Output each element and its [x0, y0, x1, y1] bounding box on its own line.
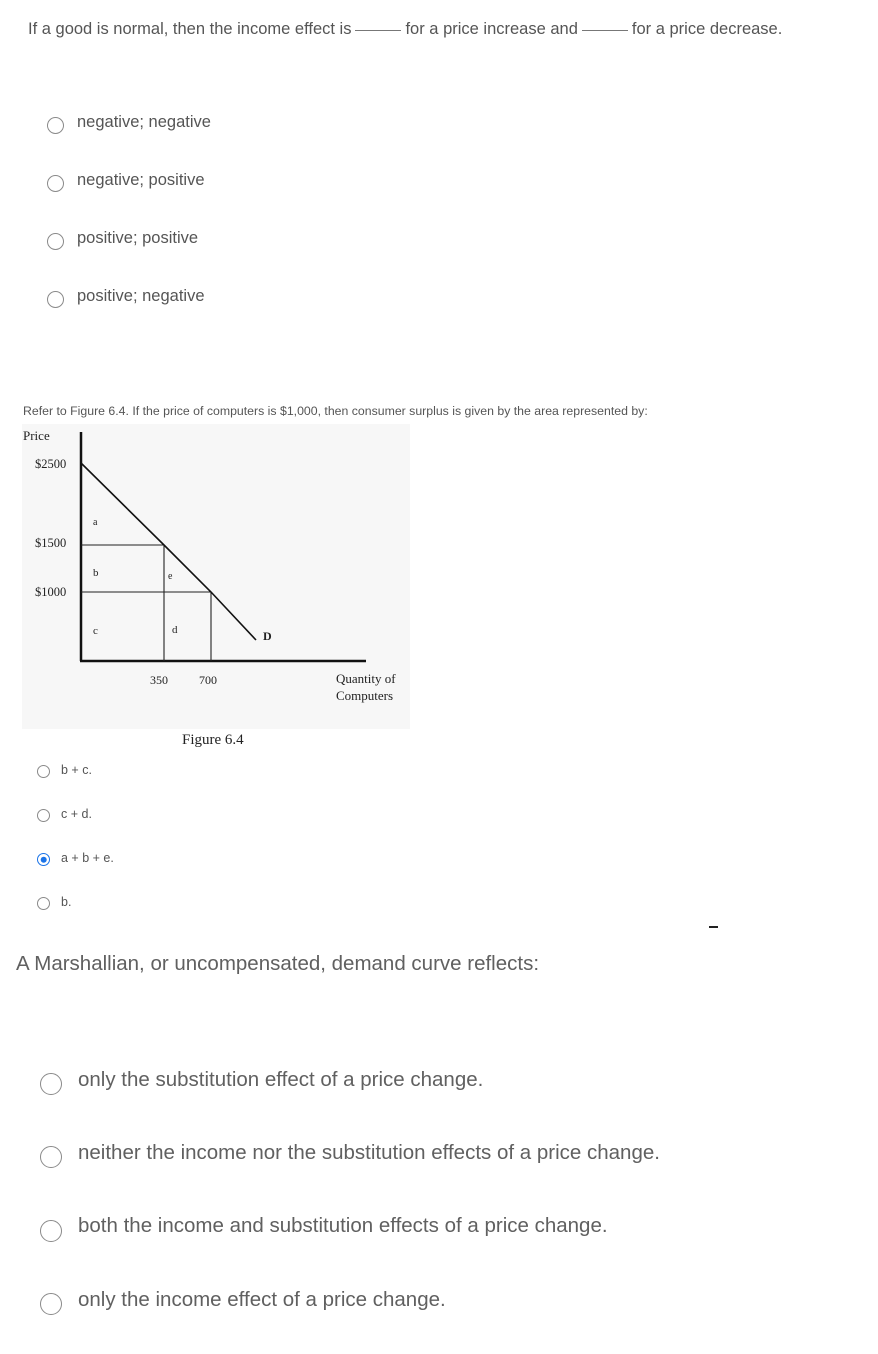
- x-tick-700: 700: [199, 673, 217, 687]
- q1-option-1-label[interactable]: negative; negative: [77, 113, 211, 131]
- q2-option-1-radio[interactable]: [37, 765, 50, 778]
- q2-option-3-radio-selected[interactable]: [37, 853, 50, 866]
- x-tick-350: 350: [150, 673, 168, 687]
- area-label-e: e: [168, 571, 173, 582]
- q1-option-3-label[interactable]: positive; positive: [77, 229, 199, 247]
- q1-option-2-radio[interactable]: [47, 175, 64, 192]
- y-tick-1000: $1000: [35, 585, 67, 599]
- q1-blank-2: [582, 30, 628, 31]
- x-axis-label-line-1: Quantity of: [336, 671, 396, 686]
- q1-prompt: [28, 20, 782, 39]
- q1-option-4-label[interactable]: positive; negative: [77, 287, 205, 305]
- dash-mark: [709, 926, 718, 928]
- q1-option-3-radio[interactable]: [47, 233, 64, 250]
- q1-blank-1: [355, 30, 401, 31]
- area-label-c: c: [93, 625, 98, 637]
- q2-option-3-label[interactable]: a + b + e.: [61, 851, 114, 865]
- q3-option-3-radio[interactable]: [40, 1220, 62, 1242]
- q3-option-1-radio[interactable]: [40, 1073, 62, 1095]
- q2-option-2-label[interactable]: c + d.: [61, 807, 92, 821]
- area-label-a: a: [93, 517, 98, 528]
- q3-option-2-label[interactable]: neither the income nor the substitution effects of a price change.: [78, 1141, 660, 1164]
- q2-option-1-label[interactable]: b + c.: [61, 763, 92, 777]
- x-axis-label-line-2: Computers: [336, 688, 394, 703]
- q3-option-3-label[interactable]: both the income and substitution effects of a price change.: [78, 1214, 608, 1237]
- q1-prompt-part-1: If a good is normal, then the income effect is: [28, 20, 352, 38]
- q1-prompt-part-2: for a price increase and: [405, 20, 578, 38]
- q1-prompt-part-3: for a price decrease.: [631, 20, 783, 38]
- demand-curve-label: D: [263, 629, 272, 643]
- q3-prompt: A Marshallian, or uncompensated, demand curve reflects:: [16, 952, 540, 975]
- q2-prompt: Refer to Figure 6.4. If the price of computers is $1,000, then consumer surplus is given by the area represented by:: [23, 404, 648, 418]
- q2-option-4-label[interactable]: b.: [61, 895, 72, 909]
- area-label-d: d: [172, 624, 178, 636]
- q3-option-4-label[interactable]: only the income effect of a price change.: [78, 1288, 446, 1311]
- y-axis-label: Price: [23, 428, 50, 443]
- figure-caption: Figure 6.4: [182, 732, 244, 748]
- q1-option-1-radio[interactable]: [47, 117, 64, 134]
- q3-option-1-label[interactable]: only the substitution effect of a price change.: [78, 1068, 484, 1091]
- q1-option-2-label[interactable]: negative; positive: [77, 171, 205, 189]
- q3-option-4-radio[interactable]: [40, 1293, 62, 1315]
- area-label-b: b: [93, 567, 99, 579]
- q2-option-2-radio[interactable]: [37, 809, 50, 822]
- q2-option-4-radio[interactable]: [37, 897, 50, 910]
- q1-option-4-radio[interactable]: [47, 291, 64, 308]
- q3-option-2-radio[interactable]: [40, 1146, 62, 1168]
- y-tick-1500: $1500: [35, 536, 67, 550]
- figure-6-4-chart: [22, 424, 412, 754]
- y-tick-2500: $2500: [35, 457, 67, 471]
